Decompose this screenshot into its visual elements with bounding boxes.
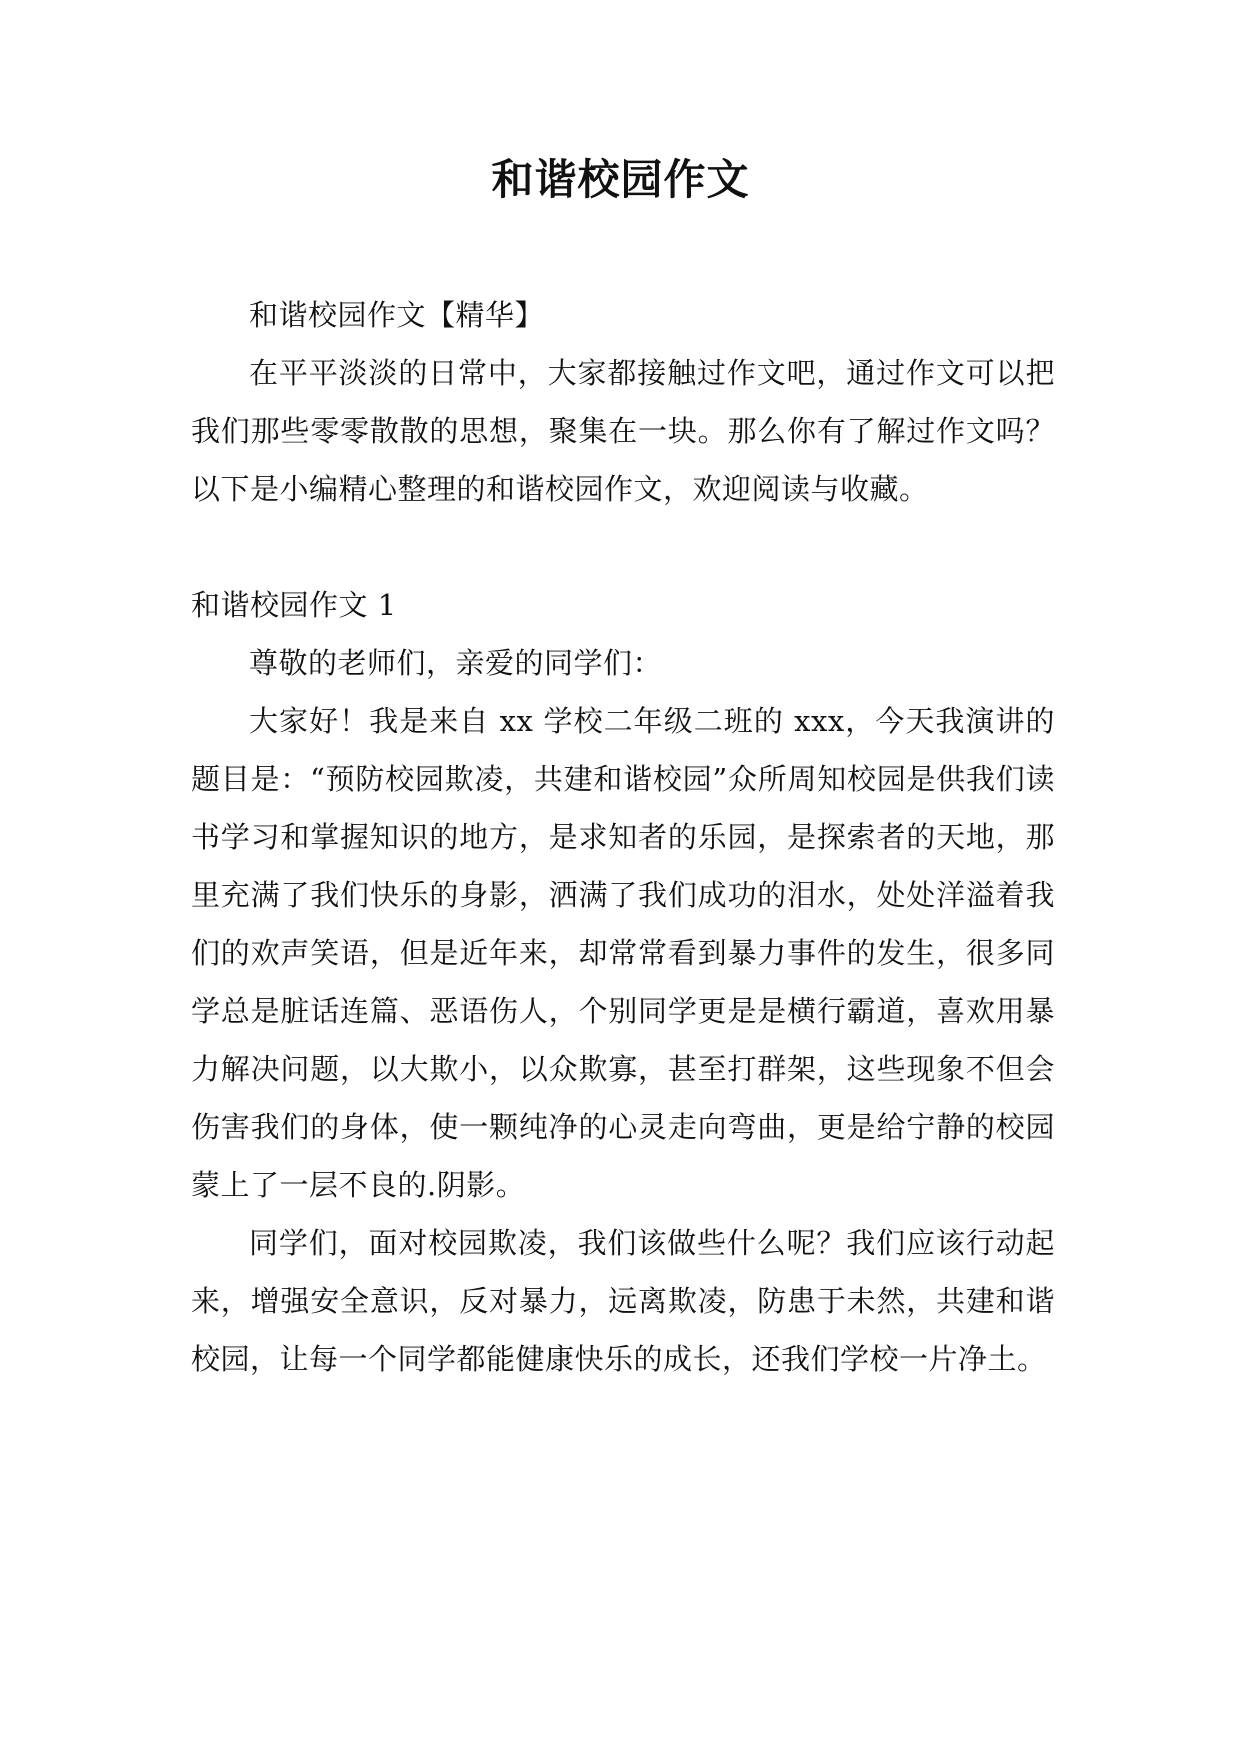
greeting-paragraph: 尊敬的老师们，亲爱的同学们： xyxy=(249,646,663,680)
section-heading: 和谐校园作文 1 xyxy=(191,588,397,622)
body-paragraph-1: 大家好！我是来自 xx 学校二年级二班的 xxx，今天我演讲的题目是：“预防校园欺凌，共建和谐校园”众所周知校园是供我们读书学习和掌握知识的地方，是求知者的乐园，是探索者的天地，那里充满了我们快乐的身影，洒满了我们成功的泪水，处处洋溢着我们的欢声笑语，但是近年来，却常常看到暴力事件的发生，很多同学总是脏话连篇、恶语伤人，个别同学更是是横行霸道，喜欢用暴力解决问题，以大欺小，以众欺寡，甚至打群架，这些现象不但会伤害我们的身体，使一颗纯净的心灵走向弯曲，更是给宁静的校园蒙上了一层不良的.阴影。 xyxy=(191,704,1055,1202)
document-title: 和谐校园作文 xyxy=(491,155,750,204)
intro-paragraph: 在平平淡淡的日常中，大家都接触过作文吧，通过作文可以把我们那些零零散散的思想，聚集在一块。那么你有了解过作文吗？以下是小编精心整理的和谐校园作文，欢迎阅读与收藏。 xyxy=(191,356,1055,506)
document-body xyxy=(191,286,1055,1388)
body-paragraph-2: 同学们，面对校园欺凌，我们该做些什么呢？我们应该行动起来，增强安全意识，反对暴力，远离欺凌，防患于未然，共建和谐校园，让每一个同学都能健康快乐的成长，还我们学校一片净土。 xyxy=(191,1226,1055,1376)
document-subtitle: 和谐校园作文【精华】 xyxy=(249,298,545,332)
